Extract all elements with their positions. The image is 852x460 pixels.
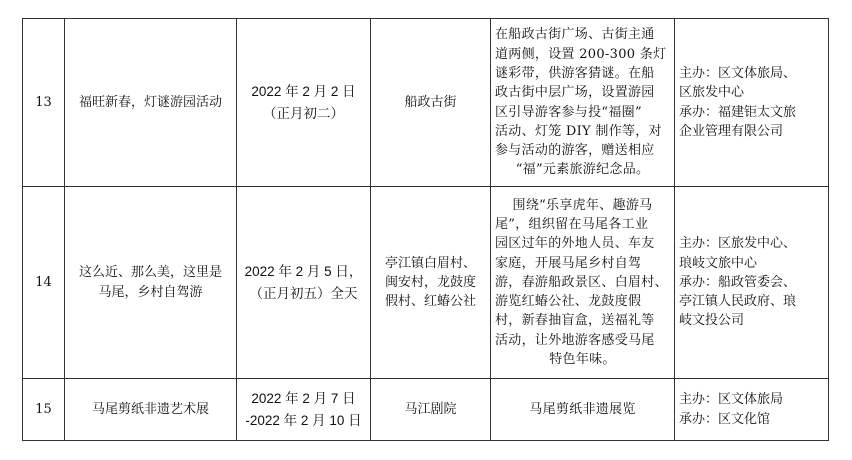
activity-table (22, 18, 829, 441)
activity-place: 亭江镇白眉村、 闽安村，龙鼓度 假村、红蝽公社 (371, 187, 491, 379)
activity-time: 2022 年 2 月 7 日 -2022 年 2 月 10 日 (237, 379, 371, 441)
activity-time: 2022 年 2 月 2 日 （正月初二） (237, 19, 371, 187)
table-row (23, 379, 829, 441)
activity-place: 马江剧院 (371, 379, 491, 441)
activity-name: 这么近、那么美，这里是 马尾，乡村自驾游 (65, 187, 237, 379)
row-number: 14 (23, 187, 65, 379)
activity-name: 福旺新春，灯谜游园活动 (65, 19, 237, 187)
activity-content: 在船政古街广场、古街主通 道两侧，设置 200-300 条灯 谜彩带，供游客猜谜。在船 政古街中层广场，设置游园 区引导游客参与投“福圈” 活动、灯笼 DIY 制作等，对 参与活动的游客，赠送相应 “福”元素旅游纪念品。 (491, 19, 675, 187)
activity-place: 船政古街 (371, 19, 491, 187)
row-number: 15 (23, 379, 65, 441)
activity-name: 马尾剪纸非遗艺术展 (65, 379, 237, 441)
activity-organizer: 主办：区旅发中心、 琅岐文旅中心 承办：船政管委会、 亭江镇人民政府、琅 岐文投公司 (675, 187, 829, 379)
activity-time: 2022 年 2 月 5 日， （正月初五）全天 (237, 187, 371, 379)
table-row (23, 19, 829, 187)
activity-content: 马尾剪纸非遗展览 (491, 379, 675, 441)
activity-organizer: 主办：区文体旅局、 区旅发中心 承办：福建钜太文旅 企业管理有限公司 (675, 19, 829, 187)
row-number: 13 (23, 19, 65, 187)
table-row (23, 187, 829, 379)
activity-content: 围绕“乐享虎年、趣游马 尾”，组织留在马尾各工业 园区过年的外地人员、车友 家庭，开展马尾乡村自驾 游，春游船政景区、白眉村、 游览红蝽公社、龙鼓度假 村，新春抽盲盒，送福礼等 活动，让外地游客感受马尾 特色年味。 (491, 187, 675, 379)
activity-organizer: 主办：区文体旅局 承办：区文化馆 (675, 379, 829, 441)
